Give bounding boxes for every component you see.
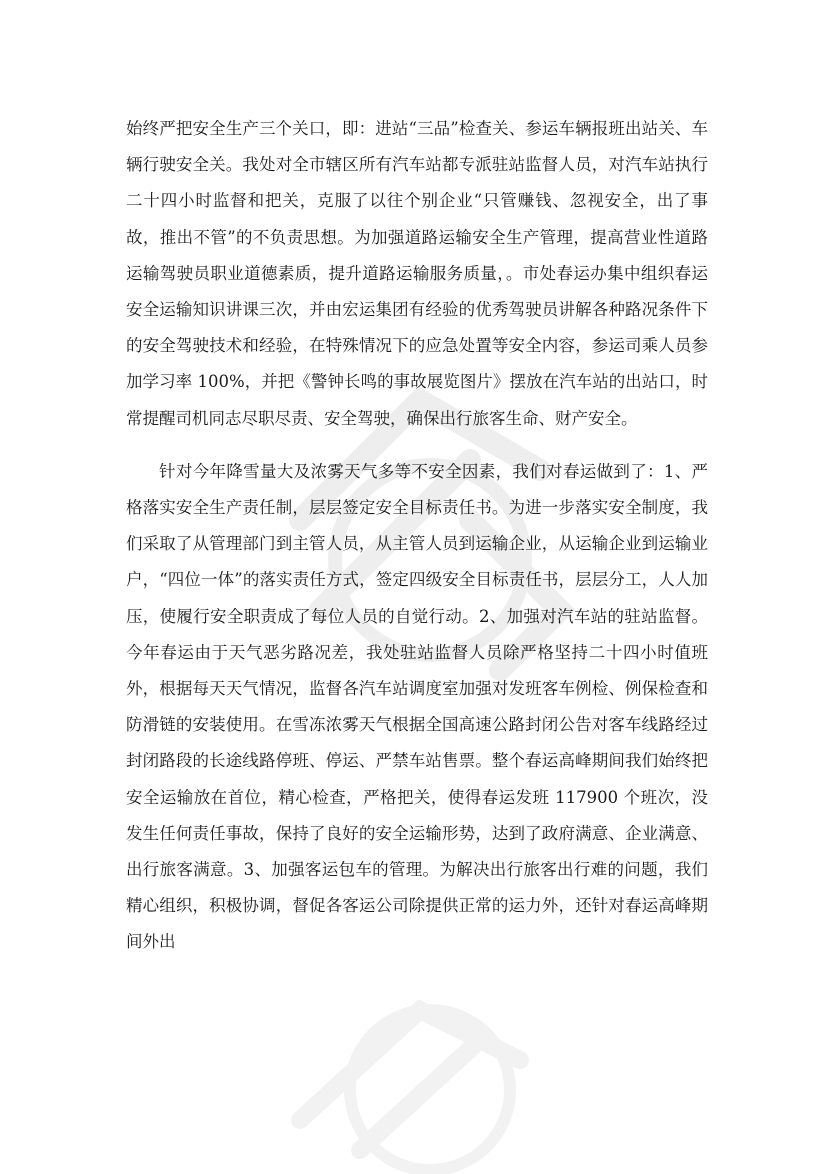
document-body	[126, 111, 708, 961]
paragraph-2: 针对今年降雪量大及浓雾天气多等不安全因素，我们对春运做到了：1、严格落实安全生产责任制，层层签定安全目标责任书。为进一步落实安全制度，我们采取了从管理部门到主管人员，从主管人员到运输企业，从运输企业到运输业户，“四位一体”的落实责任方式，签定四级安全目标责任书，层层分工，人人加压，使履行安全职责成了每位人员的自觉行动。2、加强对汽车站的驻站监督。今年春运由于天气恶劣路况差，我处驻站监督人员除严格坚持二十四小时值班外，根据每天天气情况，监督各汽车站调度室加强对发班客车例检、例保检查和防滑链的安装使用。在雪冻浓雾天气根据全国高速公路封闭公告对客车线路经过封闭路段的长途线路停班、停运、严禁车站售票。整个春运高峰期间我们始终把安全运输放在首位，精心检查，严格把关，使得春运发班 117900 个班次，没发生任何责任事故，保持了良好的安全运输形势，达到了政府满意、企业满意、出行旅客满意。3、加强客运包车的管理。为解决出行旅客出行难的问题，我们精心组织，积极协调，督促各客运公司除提供正常的运力外，还针对春运高峰期间外出	[126, 461, 708, 952]
paragraph-1: 始终严把安全生产三个关口，即：进站“三品”检查关、参运车辆报班出站关、车辆行驶安全关。我处对全市辖区所有汽车站都专派驻站监督人员，对汽车站执行二十四小时监督和把关，克服了以往个别企业“只管赚钱、忽视安全，出了事故，推出不管”的不负责思想。为加强道路运输安全生产管理，提高营业性道路运输驾驶员职业道德素质，提升道路运输服务质量，。市处春运办集中组织春运安全运输知识讲课三次，并由宏运集团有经验的优秀驾驶员讲解各种路况条件下的安全驾驶技术和经验，在特殊情况下的应急处置等安全内容，参运司乘人员参加学习率 100%，并把《警钟长鸣的事故展览图片》摆放在汽车站的出站口，时常提醒司机同志尽职尽责、安全驾驶，确保出行旅客生命、财产安全。	[126, 119, 708, 428]
